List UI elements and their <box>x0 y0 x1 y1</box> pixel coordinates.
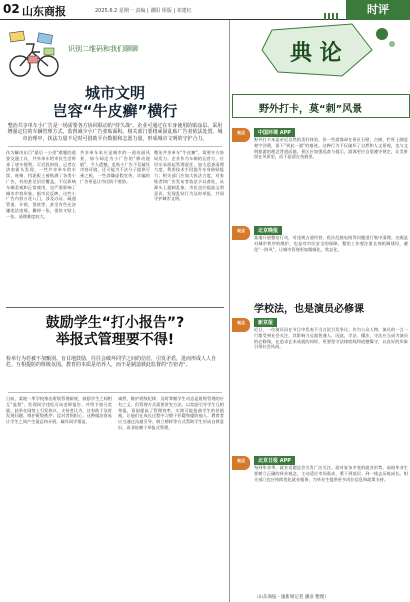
article2-column-1: 日前，某地一所学校推出班级管理新规，鼓励学生之间相互"监督"，发现同学违纪可向老师报告，并给予加分奖励。此举在网络上引发热议。支持者认为，这有助于及时发现问题、维护班级秩序；反对者则担心，这种做法容易让学生之间产生猜忌和矛盾，破坏同学情谊。 <box>6 396 112 425</box>
article1-headline-line1: 城市文明 <box>84 84 145 102</box>
right-paragraph-1: 野外打卡本是亲近自然的美好体验，但一些游客却在景区石壁、古树、栏杆上随意刻字涂鸦，留下"到此一游"的痕迹。这种行为不仅破坏了自然和人文景观，也与文明旅游的理念背道而驰。景区应加强巡查与提示，游客更应自觉遵守规定，让美景留在风景里，而不是留在伤痕里。 <box>254 137 408 160</box>
viewpoint-tag: 观点 <box>232 318 250 332</box>
source-label-3: 新京报 <box>254 318 277 327</box>
viewpoint-tag: 观点 <box>232 128 250 142</box>
special-topic-box <box>232 94 410 118</box>
source-label-4: 北京日报 APP <box>254 456 295 465</box>
article2-column-2: 诚然，维护班级纪律、及时掌握学生动态是班级管理的应有之义，但管理方式需要讲究方法。以奖励引导学生互相举报，看似提高了管理效率，实则可能扭曲学生的价值观，让他们在成长过程中习惯于怀疑和提防他人。教育者应当通过沟通引导、树立榜样等方式帮助学生形成自律意识，而非依赖于举报式管理。 <box>118 396 224 430</box>
rule <box>6 307 224 308</box>
right-paragraph-2: 某地开展整治行动，对违规占道经营、私拉乱接电线等问题进行集中清理。这既是对城市秩序的维护，也是对市民安全的保障。整治工作要注重长效机制建设，避免"一阵风"，让城市管理更加精细化、常态化。 <box>254 235 408 252</box>
rule <box>8 392 222 393</box>
article1-column-3: 整治共享单车"牛皮癣"，需要多方协同发力。企业作为车辆的运营方，应切实承担起管理责任，加大巡查清理力度，利用技术手段提升车身防贴能力；相关部门应加大执法力度，对张贴者和广告发布者依法予以查处，从源头上遏制乱象；市民也应提高文明意识，发现乱贴行为及时举报，共同守护城市文明。 <box>154 150 224 202</box>
section-label: 时评 <box>346 0 410 20</box>
article2-headline <box>8 315 222 349</box>
article1-column-2: 共享单车本应是城市的一道亮丽风景，如今却沦为小广告的"移动展板"，令人遗憾。乱贴小广告不仅破坏市容环境，还可能为不法分子提供可乘之机，一些涉嫌虚假宣传、诈骗的广告更是让市民防不胜防。 <box>80 150 150 184</box>
article1-headline <box>8 84 222 120</box>
right-paragraph-4: 每到毕业季，就业话题总会引发广泛关注。面对复杂多变的就业形势，高校毕业生要树立正确的择业观念，主动适应市场需求，勇于到基层、到一线去历练成长。相关部门也应持续优化就业服务，为毕业生提供更多岗位信息和政策支持。 <box>254 465 408 482</box>
issue-meta: 2025.6.2 星期一 责编 | 谢阳 组版 | 祁建红 <box>95 8 192 14</box>
rule <box>8 146 222 147</box>
article1-headline-line2: 岂容“牛皮癣”横行 <box>52 102 178 120</box>
decorative-bars <box>324 6 344 14</box>
paper-name: 山东商报 <box>22 5 66 18</box>
right-paragraph-3: 近日，一位演员因在节目中发表不当言论引发争议。作为公众人物，演员的一言一行都受到社会关注，其影响力远超普通人。因此，学法、懂法、守法应当成为演员的必修课，在追求艺术成就的同时，更要坚守法律底线和道德操守，以良好的形象引领社会风尚。 <box>254 327 408 350</box>
masthead <box>0 0 410 20</box>
article2-lede: 检举行为若被不加甄别、盲目地鼓励，往往会破坏同学之间的信任，引发矛盾，进而形成人人自危、互相提防的班级氛围。教育的本质是培养人，而不是制造彼此监督的"告密者"。 <box>6 356 217 369</box>
special-topic-title: 野外打卡，莫“刺”风景 <box>259 104 363 115</box>
viewpoint-tag: 观点 <box>232 226 250 240</box>
right-subheadline: 学校法，也是演员必修课 <box>254 304 364 315</box>
article2-headline-line2: 举报式管理要不得! <box>55 332 175 348</box>
article1-column-1: 作为解决出行"最后一公里"难题的重要交通工具，共享单车给市民生活带来了诸多便利。可近段时间，记者在济南街头发现，一些共享单车的车筐、座椅、挡泥板上被贴满了各类小广告，有的甚至层层覆盖，不仅影响车辆美观和正常使用，也严重影响了城市市容形象。据市民反映，这些小广告内容五花八门，涉及办证、疏通管道、开锁、贷款等，甚至有些还涉嫌违法违规。撕掉一张，很快又贴上一张，清理难度较大。 <box>6 150 76 219</box>
article2-headline-line1: 鼓励学生“打小报告”? <box>45 315 185 331</box>
article1-lede: 整治共享单车小广告是一场需要各方协同联动的"持久战"。企业可通过在车身使用防贴涂层、采用增强定位的车辆管理方式，监督减少小广告张贴面积。相关部门要将顽固乱贴广告者依法处置。城市治理中，执法力量不足时可借助平台数据和志愿力量，形成城市文明的守护合力。 <box>7 123 223 142</box>
cartoon-signature: 识别二维码和我们聊聊 <box>68 45 138 53</box>
viewpoint-tag: 观点 <box>232 456 250 470</box>
commentary-banner <box>232 20 410 82</box>
right-column <box>232 20 410 602</box>
svg-text:典 论: 典 论 <box>290 41 342 66</box>
page-number: 02 <box>3 2 20 16</box>
editor-credit: （山东商报 · 速新闻记者 潘彦 整理） <box>254 595 329 600</box>
left-column <box>0 20 228 602</box>
source-label-1: 中国环境 APP <box>254 128 295 137</box>
source-label-2: 北京晚报 <box>254 226 282 235</box>
column-divider <box>229 20 230 602</box>
editorial-cartoon <box>4 26 62 80</box>
